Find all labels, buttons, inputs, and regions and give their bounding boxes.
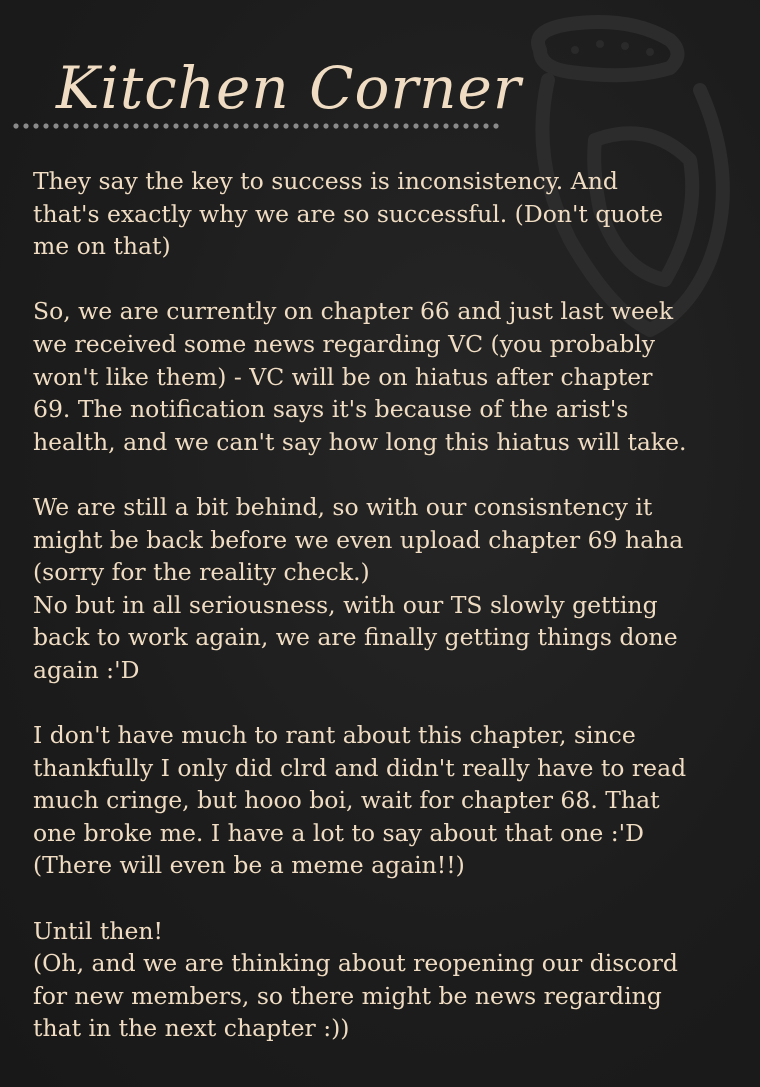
text-line: I don't have much to rant about this chapter, since	[33, 721, 636, 750]
text-line: No but in all seriousness, with our TS slowly getting	[33, 590, 658, 619]
paragraph-progress	[33, 491, 733, 687]
paragraph-intro	[33, 165, 733, 263]
text-line: me on that)	[33, 232, 171, 261]
text-line: (There will even be a meme again!!)	[33, 851, 465, 880]
text-line: health, and we can't say how long this hiatus will take.	[33, 427, 687, 456]
text-line: won't like them) - VC will be on hiatus after chapter	[33, 362, 653, 391]
paragraph-closing	[33, 915, 733, 1045]
text-line: We are still a bit behind, so with our consisntency it	[33, 492, 653, 521]
note-body	[33, 165, 733, 1078]
text-line: (sorry for the reality check.)	[33, 558, 370, 587]
text-line: that in the next chapter :))	[33, 1014, 350, 1043]
dotted-divider	[12, 122, 500, 130]
paragraph-hiatus-news	[33, 295, 733, 458]
text-line: we received some news regarding VC (you probably	[33, 329, 656, 358]
text-line: So, we are currently on chapter 66 and just last week	[33, 297, 674, 326]
header	[0, 40, 760, 150]
text-line: much cringe, but hooo boi, wait for chapter 68. That	[33, 786, 660, 815]
text-line: one broke me. I have a lot to say about that one :'D	[33, 818, 644, 847]
text-line: again :'D	[33, 655, 140, 684]
text-line: that's exactly why we are so successful. (Don't quote	[33, 199, 664, 228]
text-line: back to work again, we are finally getting things done	[33, 623, 678, 652]
text-line: for new members, so there might be news regarding	[33, 981, 662, 1010]
text-line: might be back before we even upload chapter 69 haha	[33, 525, 684, 554]
text-line: Until then!	[33, 916, 163, 945]
paragraph-chapter-rant	[33, 719, 733, 882]
text-line: 69. The notification says it's because of the arist's	[33, 395, 629, 424]
text-line: (Oh, and we are thinking about reopening our discord	[33, 949, 678, 978]
text-line: They say the key to success is inconsistency. And	[33, 167, 618, 195]
page-title: Kitchen Corner	[56, 54, 522, 122]
text-line: thankfully I only did clrd and didn't really have to read	[33, 753, 687, 782]
